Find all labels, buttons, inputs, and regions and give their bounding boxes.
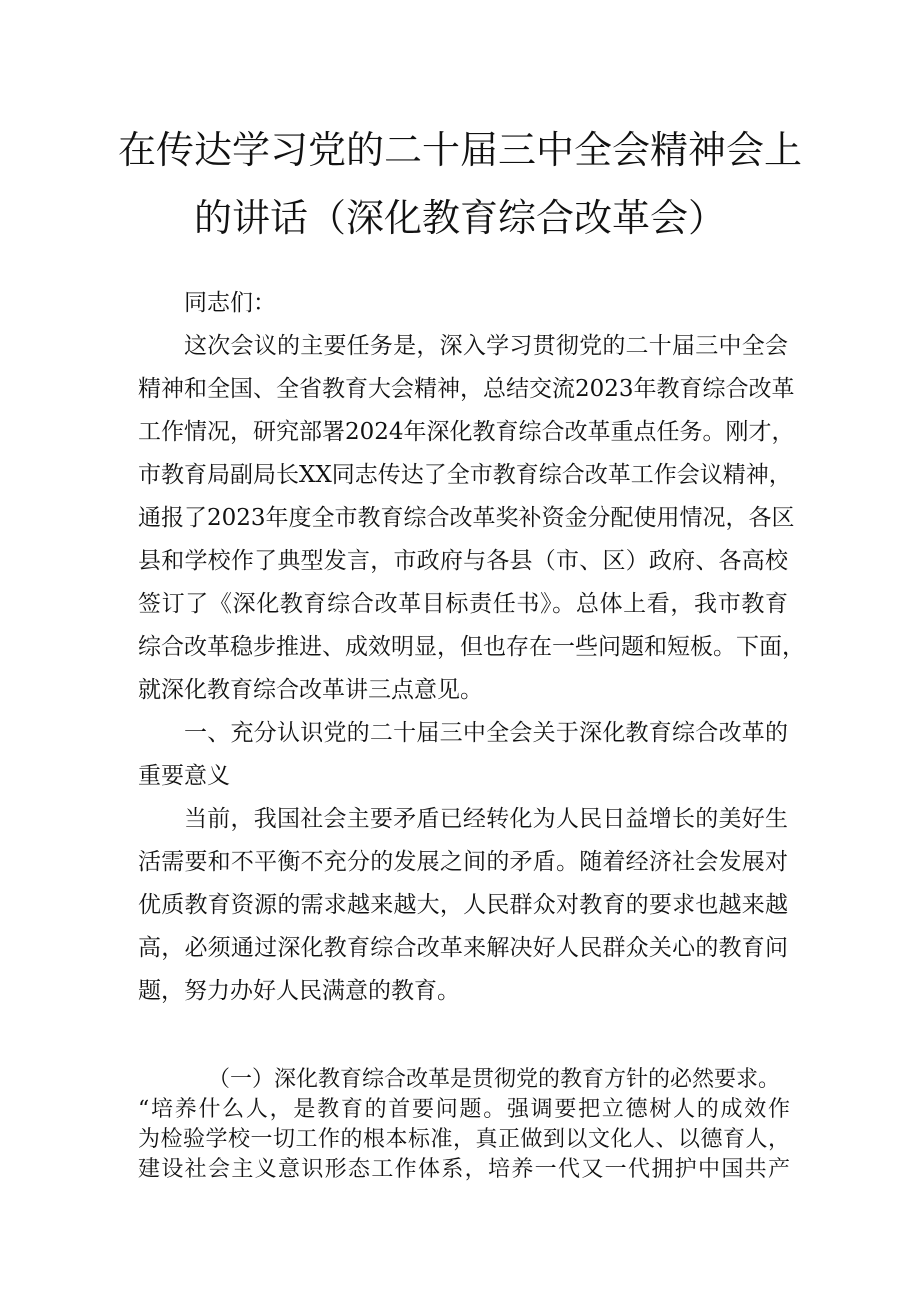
paragraph-line: 通报了2023年度全市教育综合改革奖补资金分配使用情况，各区 [138,505,795,531]
paragraph-line: 签订了《深化教育综合改革目标责任书》。总体上看，我市教育 [138,591,788,617]
heading-line: 一、充分认识党的二十届三中全会关于深化教育综合改革的 [184,720,788,746]
paragraph-line: “培养什么人，是教育的首要问题。强调要把立德树人的成效作 [138,1097,790,1122]
paragraph-line: 综合改革稳步推进、成效明显，但也存在一些问题和短板。下面， [138,634,805,660]
document-title-line-2: 的讲话（深化教育综合改革会） [193,196,726,240]
paragraph-line: 优质教育资源的需求越来越大，人民群众对教育的要求也越来越 [138,892,788,918]
paragraph-line: 市教育局副局长XX同志传达了全市教育综合改革工作会议精神， [138,462,792,488]
paragraph-line: 高，必须通过深化教育综合改革来解决好人民群众关心的教育问 [138,935,788,961]
paragraph-line: 当前，我国社会主要矛盾已经转化为人民日益增长的美好生 [184,806,788,832]
paragraph-line: 建设社会主义意识形态工作体系，培养一代又一代拥护中国共产 [138,1157,790,1182]
paragraph-line: 活需要和不平衡不充分的发展之间的矛盾。随着经济社会发展对 [138,849,788,875]
paragraph-line: 精神和全国、全省教育大会精神，总结交流2023年教育综合改革 [138,376,795,402]
greeting: 同志们： [184,290,276,316]
heading-line: 重要意义 [138,763,230,789]
paragraph-subsection-1 [138,1065,790,1185]
document-title-line-1: 在传达学习党的二十届三中全会精神会上 [117,128,802,172]
paragraph-line: 题，努力办好人民满意的教育。 [138,978,460,1004]
paragraph-line: 县和学校作了典型发言，市政府与各县（市、区）政府、各高校 [138,548,788,574]
paragraph-line: 为检验学校一切工作的根本标准，真正做到以文化人、以德育人， [138,1127,790,1152]
paragraph-current-situation [138,798,788,1013]
paragraph-line: 就深化教育综合改革讲三点意见。 [138,677,483,703]
section-heading-1 [138,712,788,798]
paragraph-intro [138,325,805,712]
paragraph-line: 这次会议的主要任务是，深入学习贯彻党的二十届三中全会 [184,333,788,359]
paragraph-line: （一）深化教育综合改革是贯彻党的教育方针的必然要求。 [208,1067,781,1092]
document-body [138,282,805,1013]
paragraph-line: 工作情况，研究部署2024年深化教育综合改革重点任务。刚才， [138,419,795,445]
